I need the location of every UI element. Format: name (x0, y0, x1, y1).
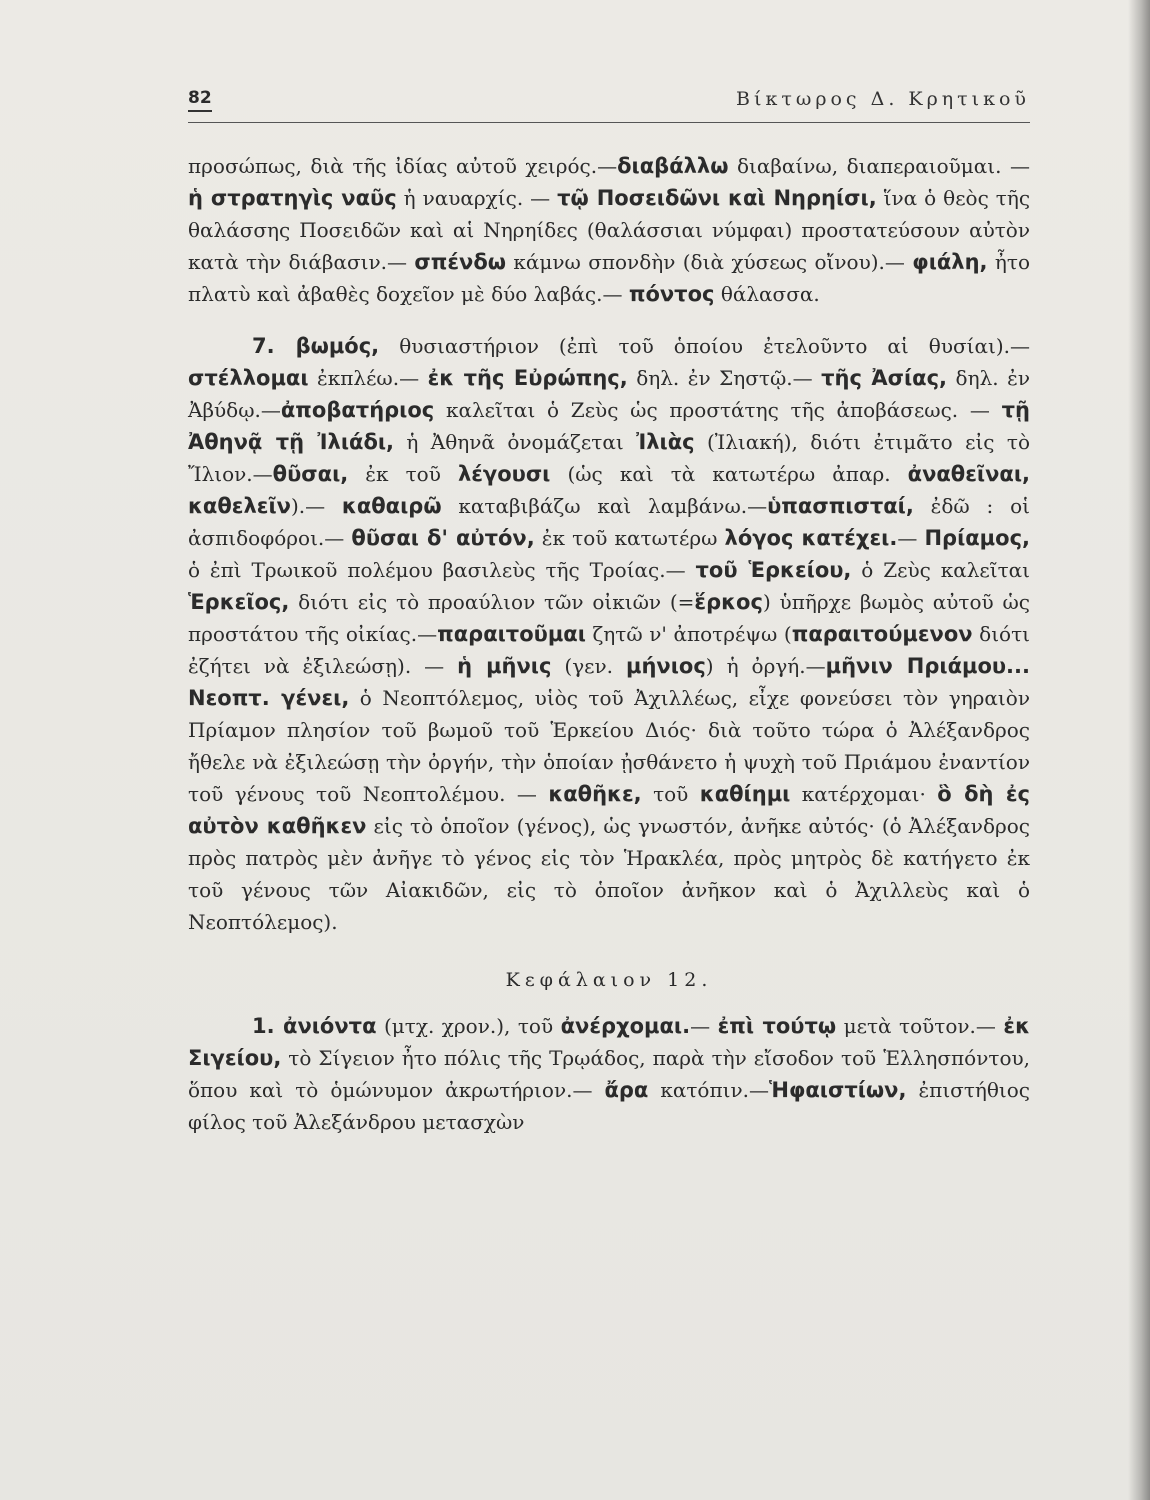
lemma-term: θῦσαι δ' αὐτόν, (351, 526, 535, 550)
gloss-text: ἐκπλέω.— (308, 366, 428, 390)
lemma-term: Ἑρκεῖος, (188, 590, 290, 614)
gloss-text: προσώπως, διὰ τῆς ἰδίας αὐτοῦ χειρός.— (188, 154, 618, 178)
gloss-text: κατέρχομαι· (790, 782, 938, 806)
gloss-text: διαβαίνω, διαπεραιοῦμαι. — (728, 154, 1030, 178)
gloss-text: ἡ Ἀθηνᾶ ὀνομάζεται (394, 430, 637, 454)
lemma-term: Πρίαμος, (924, 526, 1030, 550)
gloss-text: θάλασσα. (714, 282, 820, 306)
lemma-term: καθῆκε, (548, 782, 642, 806)
page-number: 82 (188, 88, 212, 112)
lemma-term: Ἡφαιστίων, (768, 1078, 907, 1102)
chapter-section (188, 1010, 1030, 1138)
lemma-term: ὑπασπισταί, (767, 494, 914, 518)
gloss-text: — (690, 1014, 718, 1038)
lemma-term: τῷ Ποσειδῶνι καὶ Νηρηίσι, (557, 186, 877, 210)
lemma-term: σπένδω (414, 250, 506, 274)
page-body (188, 150, 1030, 1138)
lemma-term: καθαιρῶ (341, 494, 442, 518)
lemma-term: καθίημι (699, 782, 791, 806)
lemma-term: τῇ Ἀθηνᾷ τῇ Ἰλιάδι, (188, 398, 1030, 454)
paragraph (188, 330, 1030, 938)
gloss-text: εἰς τὸ ὁποῖον (γένος), ὡς γνωστόν, ἀνῆκε αὐτός· (ὁ Ἀλέξανδρος πρὸς πατρὸς μὲν ἀνῆγε τὸ γένος εἰς τὸν Ἡρακλέα, πρὸς μητρὸς δὲ κατήγετο ἐκ τοῦ γένους τῶν Αἰακιδῶν, εἰς τὸ ὁποῖον ἀνῆκον καὶ ὁ Ἀχιλλεὺς καὶ ὁ Νεοπτόλεμος). (188, 814, 1030, 934)
lemma-term: μήνιος (626, 654, 706, 678)
lemma-term: ἀναθεῖναι, καθελεῖν (188, 462, 1030, 518)
lemma-term: 7. βωμός, (252, 334, 380, 358)
gloss-text: ).— (290, 494, 342, 518)
lemma-term: 1. ἀνιόντα (252, 1014, 377, 1038)
gloss-text: ἐδῶ : οἱ ἀσπιδοφόροι.— (188, 494, 1030, 550)
page-edge-shadow (1128, 0, 1150, 1500)
commentary-section (188, 150, 1030, 938)
gloss-text: δηλ. ἐν Ἀβύδῳ.— (188, 366, 1030, 422)
gloss-text: καλεῖται ὁ Ζεὺς ὡς προστάτης τῆς ἀποβάσεως. — (434, 398, 1002, 422)
gloss-text: ὁ Νεοπτόλεμος, υἱὸς τοῦ Ἀχιλλέως, εἶχε φονεύσει τὸν γηραιὸν Πρίαμον πλησίον τοῦ βωμοῦ τοῦ Ἑρκείου Διός· διὰ τοῦτο τώρα ὁ Ἀλέξανδρος ἤθελε νὰ ἐξιλεώσῃ τὴν ὀργήν, τὴν ὁποίαν ᾐσθάνετο ἡ ψυχὴ τοῦ Πριάμου ἐναντίον τοῦ γένους τοῦ Νεοπτολέμου. — (188, 686, 1030, 806)
lemma-term: τοῦ Ἑρκείου, (695, 558, 852, 582)
paragraph (188, 150, 1030, 310)
gloss-text: μετὰ τοῦτον.— (836, 1014, 1004, 1038)
lemma-term: τῆς Ἀσίας, (821, 366, 948, 390)
lemma-term: λόγος κατέχει. (724, 526, 898, 550)
gloss-text: ) ὑπῆρχε βωμὸς αὐτοῦ ὡς προστάτου τῆς οἰκίας.— (188, 590, 1030, 646)
lemma-term: λέγουσι (457, 462, 551, 486)
gloss-text: ἵνα ὁ θεὸς τῆς θαλάσσης Ποσειδῶν καὶ αἱ Νηρηίδες (θαλάσσιαι νύμφαι) προστατεύσουν αὐτὸν κατὰ τὴν διάβασιν.— (188, 186, 1031, 274)
gloss-text: διότι εἰς τὸ προαύλιον τῶν οἰκιῶν (= (289, 590, 695, 614)
gloss-text: (Ἰλιακή), διότι ἐτιμᾶτο εἰς τὸ Ἴλιον.— (188, 430, 1030, 486)
lemma-term: ἕρκος (694, 590, 763, 614)
paragraph (188, 1010, 1030, 1138)
gloss-text: (μτχ. χρον.), τοῦ (376, 1014, 561, 1038)
gloss-text: ) ἡ ὀργή.— (705, 654, 826, 678)
lemma-term: πόντος (628, 282, 715, 306)
lemma-term: ἡ στρατηγὶς ναῦς (188, 186, 397, 210)
lemma-term: ἄρα (604, 1078, 649, 1102)
chapter-heading: Κεφάλαιον 12. (505, 969, 713, 991)
lemma-term: στέλλομαι (188, 366, 309, 390)
lemma-term: ὃ δὴ ἐς αὐτὸν καθῆκεν (188, 782, 1030, 838)
gloss-text: κατόπιν.— (648, 1078, 769, 1102)
lemma-term: ἐπὶ τούτῳ (717, 1014, 837, 1038)
gloss-text: τὸ Σίγειον ἦτο πόλις τῆς Τρῳάδος, παρὰ τὴν εἴσοδον τοῦ Ἑλλησπόντου, ὅπου καὶ τὸ ὁμώνυμον ἀκρωτήριον.— (188, 1046, 1030, 1102)
lemma-term: ἀποβατήριος (280, 398, 435, 422)
lemma-term: ἐκ τῆς Εὐρώπης, (427, 366, 628, 390)
gloss-text: δηλ. ἐν Σηστῷ.— (627, 366, 822, 390)
gloss-text: ἡ ναυαρχίς. — (396, 186, 558, 210)
gloss-text: ἐκ τοῦ κατωτέρω (534, 526, 725, 550)
gloss-text: — (897, 526, 925, 550)
lemma-term: μῆνιν Πριάμου... Νεοπτ. γένει, (188, 654, 1030, 710)
gloss-text: (ὡς καὶ τὰ κατωτέρω ἀπαρ. (550, 462, 908, 486)
lemma-term: παραιτούμενον (791, 622, 973, 646)
lemma-term: Ἰλιὰς (636, 430, 695, 454)
lemma-term: θῦσαι, (272, 462, 349, 486)
gloss-text: διότι ἐζήτει νὰ ἐξιλεώσῃ). — (188, 622, 1030, 678)
gloss-text: ἦτο πλατὺ καὶ ἀβαθὲς δοχεῖον μὲ δύο λαβάς.— (188, 250, 1030, 306)
gloss-text: ἐπιστήθιος φίλος τοῦ Ἀλεξάνδρου μετασχὼν (188, 1078, 1030, 1134)
lemma-term: φιάλη, (912, 250, 988, 274)
lemma-term: παραιτοῦμαι (437, 622, 586, 646)
gloss-text: ζητῶ ν' ἀποτρέψω ( (585, 622, 792, 646)
gloss-text: ὁ Ζεὺς καλεῖται (851, 558, 1030, 582)
page-header (188, 88, 1030, 123)
gloss-text: ὁ ἐπὶ Τρωικοῦ πολέμου βασιλεὺς τῆς Τροίας.— (188, 558, 696, 582)
gloss-text: κάμνω σπονδὴν (διὰ χύσεως οἴνου).— (506, 250, 913, 274)
gloss-text: καταβιβάζω καὶ λαμβάνω.— (441, 494, 768, 518)
lemma-term: ἡ μῆνις (457, 654, 552, 678)
gloss-text: θυσιαστήριον (ἐπὶ τοῦ ὁποίου ἐτελοῦντο αἱ θυσίαι).— (379, 334, 1030, 358)
lemma-term: διαβάλλω (617, 154, 729, 178)
gloss-text: τοῦ (641, 782, 700, 806)
lemma-term: ἀνέρχομαι. (560, 1014, 691, 1038)
running-head: Βίκτωρος Δ. Κρητικοῦ (736, 88, 1030, 110)
gloss-text: ἐκ τοῦ (348, 462, 458, 486)
gloss-text: (γεν. (551, 654, 627, 678)
lemma-term: ἐκ Σιγείου, (188, 1014, 1030, 1070)
